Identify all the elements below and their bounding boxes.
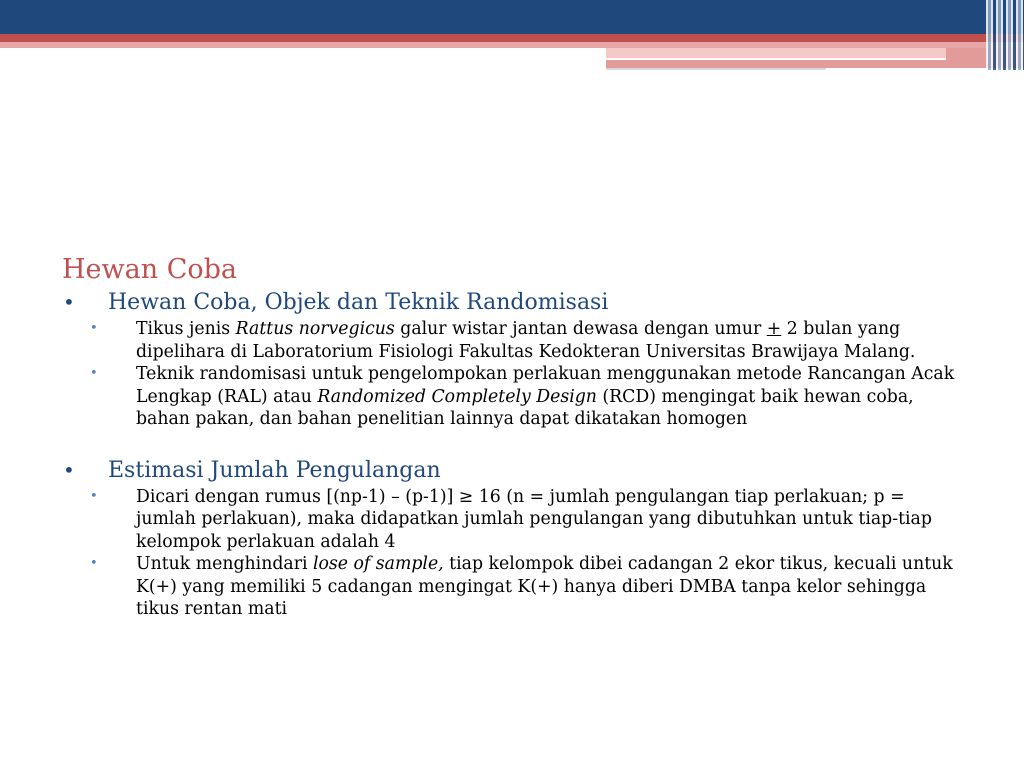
item-italic-text: Randomized Completely Design (317, 386, 597, 407)
item-text: 2 bulan yang dipelihara di Laboratorium Fisiologi Fakultas Kedokteran Universitas Brawijaya Malang. (136, 319, 916, 362)
header-accent-line (606, 58, 946, 60)
slide-content (62, 252, 962, 621)
item-text: Dicari dengan rumus [(np-1) – (p-1)] ≥ 16 (n = jumlah pengulangan tiap perlakuan; p = jumlah perlakuan), maka didapatkan jumlah pengulangan yang dibutuhkan untuk tiap-tiap kelompok perlakuan adalah 4 (136, 486, 932, 552)
list-item (62, 553, 962, 621)
list-item (62, 318, 962, 363)
item-text: galur wistar jantan dewasa dengan umur (394, 319, 767, 339)
header-decoration (0, 0, 1024, 80)
list-item (62, 363, 962, 431)
slide-title: Hewan Coba (62, 254, 237, 285)
header-red-band (0, 34, 1024, 42)
section-bullet: • (63, 290, 75, 314)
list-item (62, 486, 962, 554)
section-spacer (62, 431, 962, 456)
section-heading-1 (62, 288, 962, 318)
section-heading-text: Estimasi Jumlah Pengulangan (108, 457, 441, 483)
header-blue-band (0, 0, 1024, 34)
item-text: Untuk menghindari (136, 554, 313, 574)
sub-bullet: • (90, 321, 98, 336)
sub-bullet: • (90, 366, 98, 381)
item-text: tiap kelompok dibei cadangan 2 ekor tikus, kecuali untuk K(+) yang memiliki 5 cadangan mengingat K(+) hanya diberi DMBA tanpa kelor sehingga tikus rentan mati (136, 554, 953, 619)
header-vertical-stripes (986, 0, 1024, 70)
header-accent-line-lower (606, 68, 826, 70)
section-heading-text: Hewan Coba, Objek dan Teknik Randomisasi (108, 290, 609, 315)
item-italic-text: Rattus norvegicus (235, 319, 395, 339)
sub-bullet: • (90, 488, 98, 504)
header-right-tab-inner (606, 48, 946, 58)
item-underline-text: + (766, 319, 782, 339)
item-text: Tikus jenis (136, 319, 236, 339)
item-text: (RCD) mengingat baik hewan coba, bahan pakan, dan bahan penelitian lainnya dapat dikatakan homogen (136, 386, 914, 429)
sub-bullet: • (90, 556, 98, 571)
item-italic-text: lose of sample, (312, 554, 444, 574)
item-text: Teknik randomisasi untuk pengelompokan perlakuan menggunakan metode Rancangan Acak Lengkap (RAL) atau (136, 364, 955, 407)
section-bullet: • (63, 457, 75, 482)
section-heading-2 (62, 456, 962, 486)
